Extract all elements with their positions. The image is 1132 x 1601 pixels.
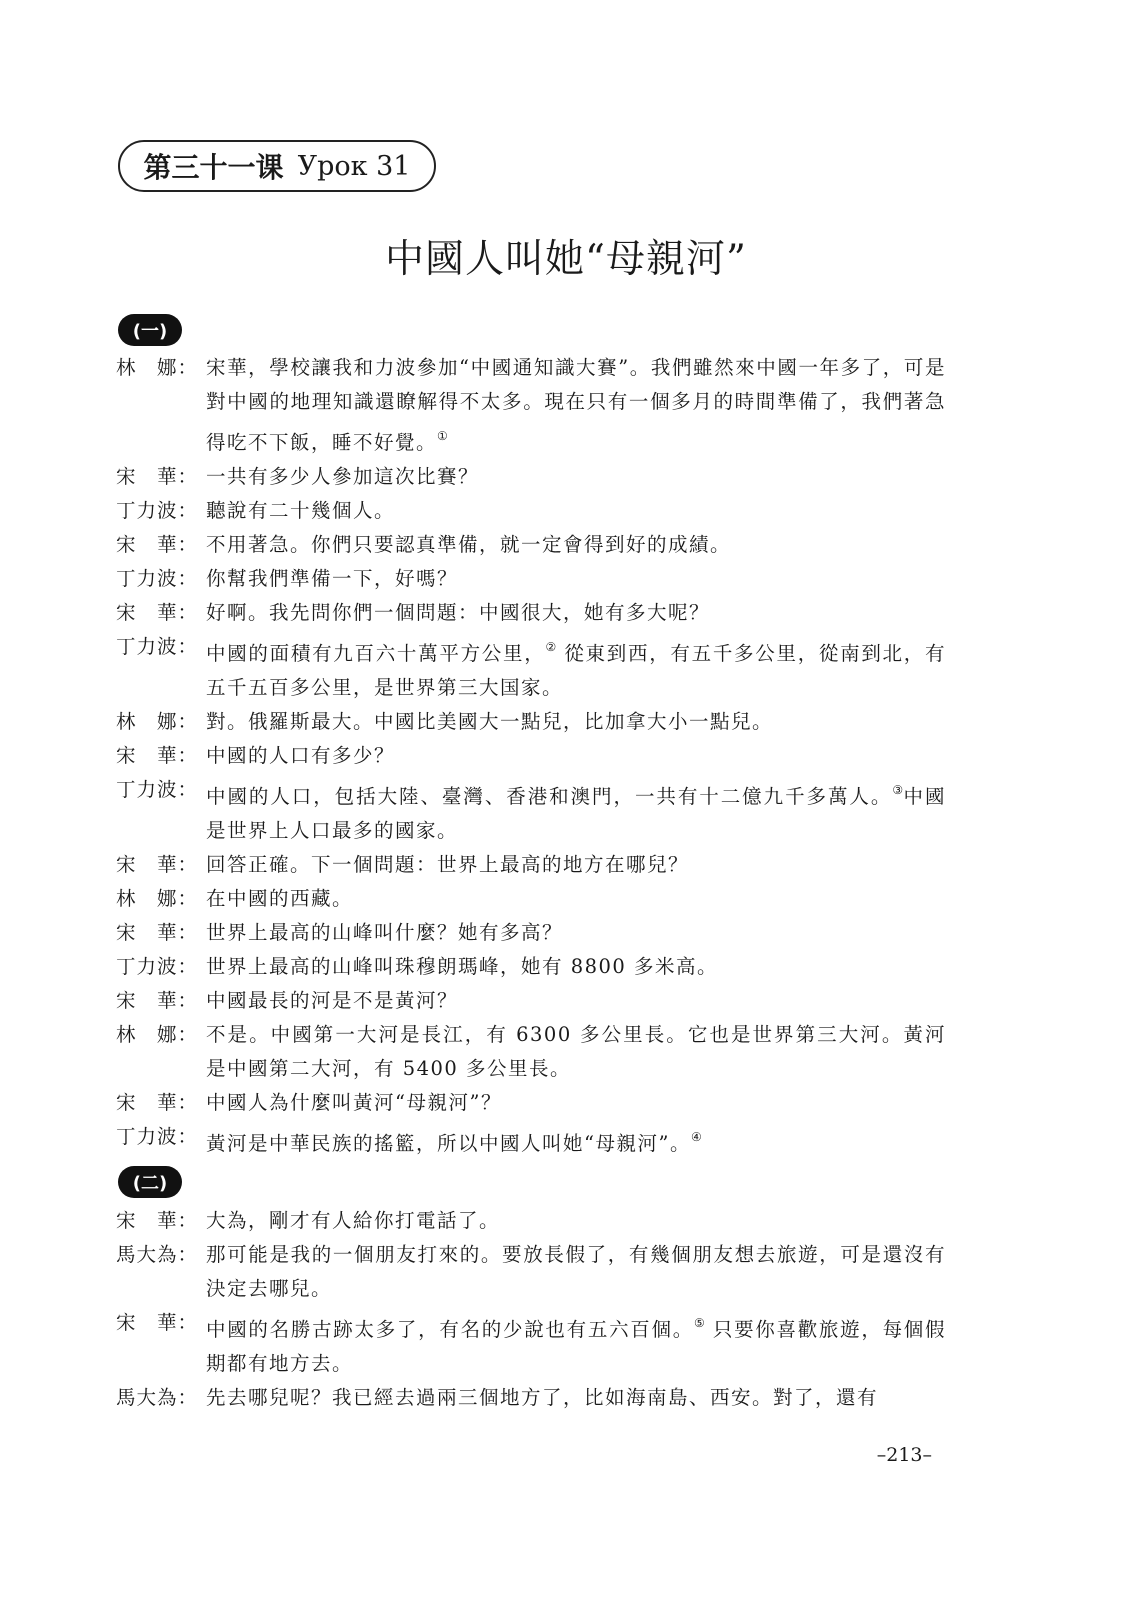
speech-text: 一共有多少人參加這次比賽？ <box>206 465 480 488</box>
speaker-label: 宋 華： <box>116 1209 199 1232</box>
speaker-label: 宋 華： <box>116 601 199 624</box>
dialogue-line <box>116 950 946 984</box>
speaker-label: 宋 華： <box>116 744 199 767</box>
lesson-number-russian: Урок 31 <box>297 150 411 182</box>
speech-text: 聽說有二十幾個人。 <box>206 499 396 522</box>
speech-text: 在中國的西藏。 <box>206 887 354 910</box>
lesson-header <box>118 140 436 192</box>
section-badge-1: (一) <box>118 314 182 346</box>
speech-text: 中國的人口有多少？ <box>206 744 396 767</box>
dialogue-line <box>116 1204 946 1238</box>
speaker-label: 宋 華： <box>116 989 199 1012</box>
speech-text: 中國最長的河是不是黃河？ <box>206 989 459 1012</box>
speaker-label: 丁力波： <box>116 567 199 590</box>
speech-text: 那可能是我的一個朋友打來的。要放長假了，有幾個朋友想去旅遊，可是還沒有決定去哪兒。 <box>206 1243 946 1300</box>
speaker-label: 宋 華： <box>116 921 199 944</box>
speaker-label: 宋 華： <box>116 853 199 876</box>
speech-text: 中國的面積有九百六十萬平方公里，② 從東到西，有五千多公里，從南到北，有五千五百多公里，是世界第三大国家。 <box>206 640 946 699</box>
speaker-label: 宋 華： <box>116 465 199 488</box>
footnote-marker: ⑤ <box>693 1316 705 1330</box>
footnote-marker: ④ <box>690 1130 702 1144</box>
speech-text: 回答正確。下一個問題：世界上最高的地方在哪兒？ <box>206 853 690 876</box>
speaker-label: 丁力波： <box>116 955 199 978</box>
dialogue-line <box>116 1381 946 1415</box>
dialogue-line <box>116 739 946 773</box>
dialogue-line <box>116 916 946 950</box>
dialogue-line <box>116 848 946 882</box>
dialogue-line <box>116 1018 946 1086</box>
speech-text: 世界上最高的山峰叫什麼？她有多高？ <box>206 921 564 944</box>
speaker-label: 丁力波： <box>116 1125 199 1148</box>
page-number: –213– <box>876 1444 932 1466</box>
speaker-label: 林 娜： <box>116 710 199 733</box>
footnote-marker: ③ <box>892 783 904 797</box>
dialogue-line <box>116 351 946 460</box>
speaker-label: 馬大為： <box>116 1243 199 1266</box>
speaker-label: 林 娜： <box>116 887 199 910</box>
lesson-number-chinese: 第三十一课 <box>143 151 284 184</box>
dialogue-line <box>116 984 946 1018</box>
speech-text: 不用著急。你們只要認真準備，就一定會得到好的成績。 <box>206 533 732 556</box>
dialogue-line <box>116 494 946 528</box>
dialogue-line <box>116 528 946 562</box>
speech-text: 世界上最高的山峰叫珠穆朗瑪峰，她有 8800 多米高。 <box>206 955 719 978</box>
speech-text: 中國的名勝古跡太多了，有名的少說也有五六百個。⑤ 只要你喜歡旅遊，每個假期都有地方去。 <box>206 1316 946 1375</box>
dialogue-line <box>116 773 946 848</box>
speech-text: 宋華，學校讓我和力波參加“中國通知識大賽”。我們雖然來中國一年多了，可是對中國的地理知識還瞭解得不太多。現在只有一個多月的時間準備了，我們著急得吃不下飯，睡不好覺。① <box>206 356 946 454</box>
section-badge-2: (二) <box>118 1166 182 1198</box>
speaker-label: 林 娜： <box>116 356 199 379</box>
dialogue-line <box>116 1238 946 1306</box>
speech-text: 黃河是中華民族的搖籃，所以中國人叫她“母親河”。④ <box>206 1130 702 1155</box>
footnote-marker: ② <box>545 640 557 654</box>
speaker-label: 宋 華： <box>116 1091 199 1114</box>
speech-text: 好啊。我先問你們一個問題：中國很大，她有多大呢？ <box>206 601 711 624</box>
lesson-title: 中國人叫她“母親河” <box>385 237 747 282</box>
dialogue-line <box>116 596 946 630</box>
speech-text: 對。俄羅斯最大。中國比美國大一點兒，比加拿大小一點兒。 <box>206 710 774 733</box>
speaker-label: 馬大為： <box>116 1386 199 1409</box>
speaker-label: 丁力波： <box>116 499 199 522</box>
speaker-label: 丁力波： <box>116 778 199 801</box>
speaker-label: 宋 華： <box>116 533 199 556</box>
footnote-marker: ① <box>437 429 448 443</box>
speech-text: 先去哪兒呢？我已經去過兩三個地方了，比如海南島、西安。對了，還有 <box>206 1386 879 1409</box>
speech-text: 中國人為什麼叫黃河“母親河”？ <box>206 1091 502 1114</box>
dialogue-line <box>116 882 946 916</box>
dialogue-line <box>116 460 946 494</box>
dialogue-line <box>116 1086 946 1120</box>
dialogue-line <box>116 1306 946 1381</box>
dialogue-line <box>116 1120 946 1161</box>
speech-text: 大為，剛才有人給你打電話了。 <box>206 1209 501 1232</box>
speech-text: 你幫我們準備一下，好嗎？ <box>206 567 459 590</box>
speech-text: 不是。中國第一大河是長江，有 6300 多公里長。它也是世界第三大河。黃河是中國第二大河，有 5400 多公里長。 <box>206 1023 946 1080</box>
speaker-label: 林 娜： <box>116 1023 199 1046</box>
dialogue-line <box>116 630 946 705</box>
dialogue-line <box>116 562 946 596</box>
dialogue-section-1 <box>116 351 946 1161</box>
speaker-label: 丁力波： <box>116 635 199 658</box>
speech-text: 中國的人口，包括大陸、臺灣、香港和澳門，一共有十二億九千多萬人。③中國是世界上人口最多的國家。 <box>206 783 946 842</box>
dialogue-line <box>116 705 946 739</box>
speaker-label: 宋 華： <box>116 1311 199 1334</box>
dialogue-section-2 <box>116 1204 946 1415</box>
